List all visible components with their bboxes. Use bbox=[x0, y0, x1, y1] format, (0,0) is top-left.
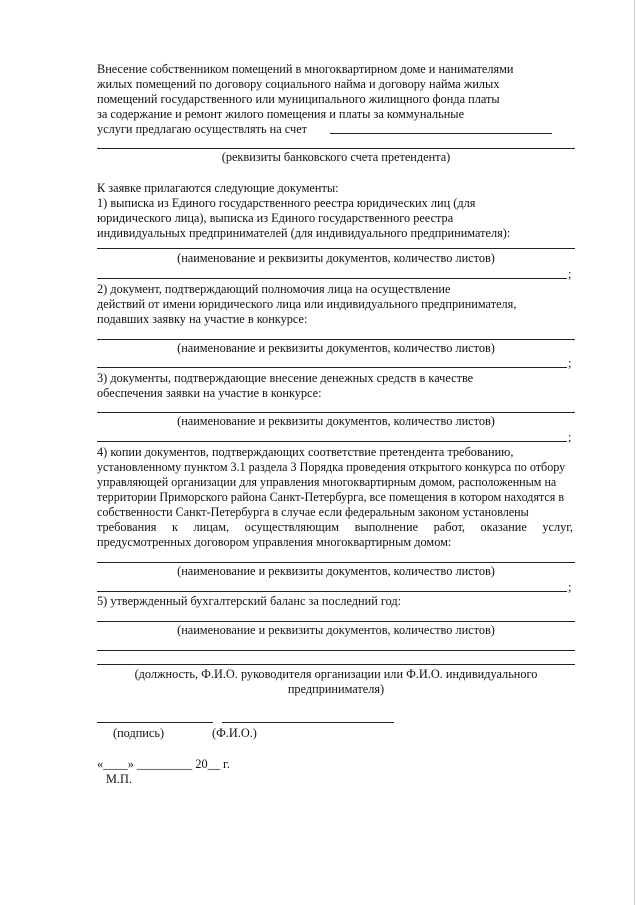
scan-edge bbox=[634, 0, 635, 905]
attachments-heading: К заявке прилагаются следующие документы: bbox=[97, 181, 339, 195]
fio-field[interactable] bbox=[222, 722, 394, 723]
date-line: «____» _________ 20__ г. bbox=[97, 757, 230, 771]
item3-line-2: обеспечения заявки на участие в конкурсе: bbox=[97, 386, 322, 400]
item4-line-4: территории Приморского района Санкт-Петербурга, все помещения в котором находятся в bbox=[97, 490, 565, 504]
signer-position-field-2[interactable] bbox=[97, 664, 575, 665]
signer-position-caption-2: предпринимателя) bbox=[287, 682, 385, 696]
item1-line-1: 1) выписка из Единого государственного реестра юридических лиц (для bbox=[97, 196, 476, 210]
item2-field-2[interactable] bbox=[97, 367, 567, 368]
intro-line-3: помещений государственного или муниципального жилищного фонда платы bbox=[97, 92, 500, 106]
item4-field[interactable] bbox=[97, 562, 575, 563]
item2-caption: (наименование и реквизиты документов, количество листов) bbox=[177, 341, 495, 355]
signature-label: (подпись) bbox=[113, 726, 165, 740]
signer-position-field[interactable] bbox=[97, 650, 575, 651]
item2-semicolon: ; bbox=[568, 356, 572, 370]
item2-line-2: действий от имени юридического лица или индивидуального предпринимателя, bbox=[97, 297, 517, 311]
intro-line-5: услуги предлагаю осуществлять на счет bbox=[97, 122, 308, 136]
item1-field[interactable] bbox=[97, 248, 575, 249]
item3-field[interactable] bbox=[97, 412, 575, 413]
item1-field-2[interactable] bbox=[97, 278, 567, 279]
bank-account-field-2[interactable] bbox=[97, 148, 575, 149]
item3-semicolon: ; bbox=[568, 430, 572, 444]
item3-line-1: 3) документы, подтверждающие внесение денежных средств в качестве bbox=[97, 371, 474, 385]
signature-field[interactable] bbox=[97, 722, 213, 723]
item4-line-5: собственности Санкт-Петербурга в случае если федеральным законом установлены bbox=[97, 505, 529, 519]
item5-field[interactable] bbox=[97, 621, 575, 622]
item4-caption: (наименование и реквизиты документов, количество листов) bbox=[177, 564, 495, 578]
item4-line-1: 4) копии документов, подтверждающих соответствие претендента требованию, bbox=[97, 445, 514, 459]
bank-account-caption: (реквизиты банковского счета претендента) bbox=[221, 150, 451, 164]
item4-field-2[interactable] bbox=[97, 591, 567, 592]
bank-account-field[interactable] bbox=[330, 133, 552, 134]
item2-line-3: подавших заявку на участие в конкурсе: bbox=[97, 312, 308, 326]
item5-caption: (наименование и реквизиты документов, количество листов) bbox=[177, 623, 495, 637]
item2-field[interactable] bbox=[97, 339, 575, 340]
item5-line: 5) утвержденный бухгалтерский баланс за последний год: bbox=[97, 594, 402, 608]
intro-line-1: Внесение собственником помещений в многоквартирном доме и нанимателями bbox=[97, 62, 514, 76]
stamp-label: М.П. bbox=[106, 772, 132, 786]
item4-line-6: требования к лицам, осуществляющим выполнение работ, оказание услуг, bbox=[97, 520, 573, 534]
item4-semicolon: ; bbox=[568, 580, 572, 594]
intro-line-4: за содержание и ремонт жилого помещения и платы за коммунальные bbox=[97, 107, 465, 121]
item4-line-2: установленному пунктом 3.1 раздела 3 Порядка проведения открытого конкурса по отбору bbox=[97, 460, 566, 474]
item2-line-1: 2) документ, подтверждающий полномочия лица на осуществление bbox=[97, 282, 451, 296]
item1-line-2: юридического лица), выписка из Единого государственного реестра bbox=[97, 211, 454, 225]
intro-line-2: жилых помещений по договору социального найма и договору найма жилых bbox=[97, 77, 500, 91]
item1-semicolon: ; bbox=[568, 267, 572, 281]
fio-label: (Ф.И.О.) bbox=[212, 726, 257, 740]
signer-position-caption-1: (должность, Ф.И.О. руководителя организации или Ф.И.О. индивидуального bbox=[134, 667, 538, 681]
item3-field-2[interactable] bbox=[97, 441, 567, 442]
item3-caption: (наименование и реквизиты документов, количество листов) bbox=[177, 414, 495, 428]
item1-caption: (наименование и реквизиты документов, количество листов) bbox=[177, 251, 495, 265]
item1-line-3: индивидуальных предпринимателей (для индивидуального предпринимателя): bbox=[97, 226, 511, 240]
item4-line-3: управляющей организации для управления многоквартирным домом, расположенным на bbox=[97, 475, 557, 489]
item4-line-7: предусмотренных договором управления многоквартирным домом: bbox=[97, 535, 452, 549]
